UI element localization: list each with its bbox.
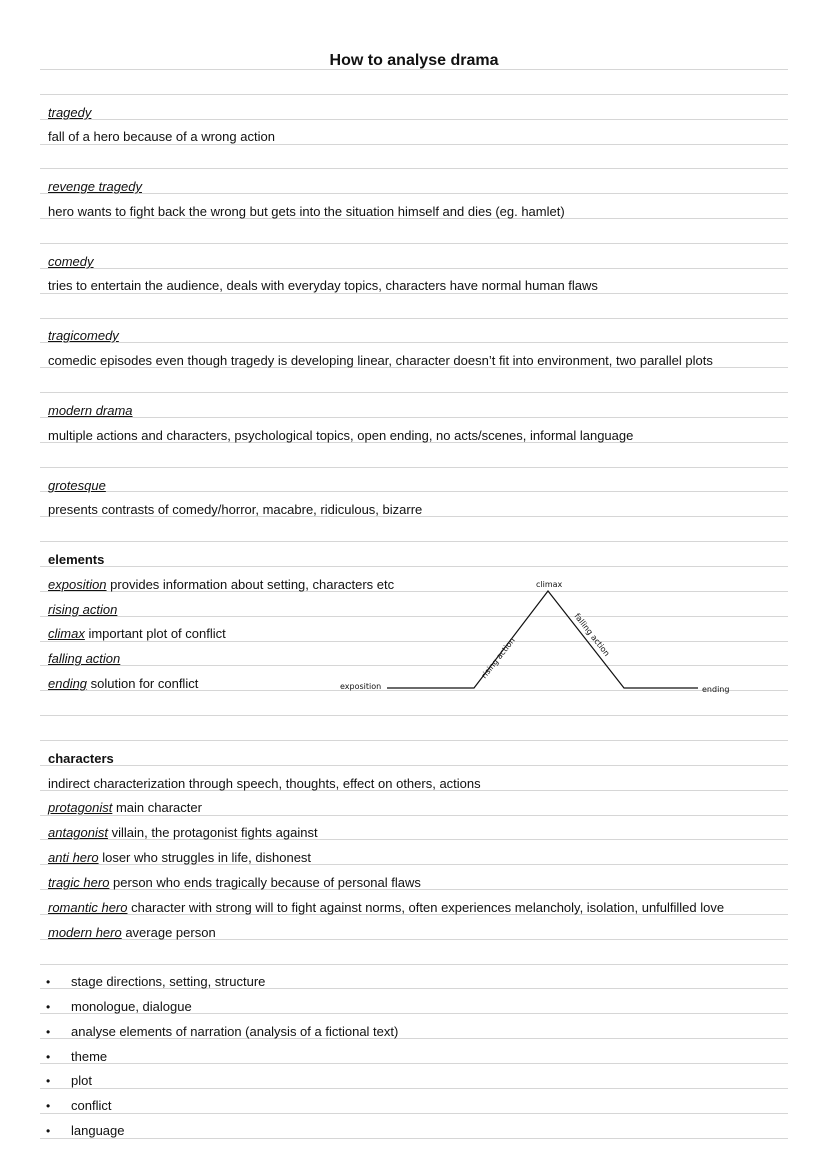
bullet-item: stage directions, setting, structure — [71, 974, 266, 989]
element-falling-action: falling action — [48, 651, 121, 666]
character-protagonist: protagonist main character — [48, 800, 202, 815]
definition-revenge-tragedy: hero wants to fight back the wrong but gets into the situation himself and dies (eg. hamlet) — [48, 204, 565, 219]
characters-intro: indirect characterization through speech, thoughts, effect on others, actions — [48, 776, 481, 791]
term-revenge-tragedy: revenge tragedy — [48, 179, 142, 194]
term-grotesque: grotesque — [48, 478, 106, 493]
character-tragic-hero: tragic hero person who ends tragically because of personal flaws — [48, 875, 421, 890]
definition-tragicomedy: comedic episodes even though tragedy is developing linear, character doesn’t fit into environment, two parallel plots — [48, 353, 713, 368]
term-tragicomedy: tragicomedy — [48, 328, 119, 343]
character-anti-hero: anti hero loser who struggles in life, dishonest — [48, 850, 312, 865]
bullet-icon: • — [46, 975, 51, 989]
bullet-item: language — [71, 1123, 125, 1138]
diagram-label-exposition: exposition — [340, 682, 382, 691]
element-rising-action: rising action — [48, 602, 118, 617]
diagram-label-falling-action: falling action — [572, 611, 612, 658]
bullet-icon: • — [46, 1050, 51, 1064]
term-comedy: comedy — [48, 254, 94, 269]
diagram-label-climax: climax — [536, 580, 563, 589]
page-title: How to analyse drama — [329, 52, 499, 69]
definition-tragedy: fall of a hero because of a wrong action — [48, 129, 275, 144]
diagram-label-ending: ending — [702, 685, 730, 694]
plot-line — [387, 591, 698, 688]
bullet-item: theme — [71, 1049, 108, 1064]
bullet-icon: • — [46, 1099, 51, 1113]
elements-heading: elements — [48, 552, 105, 567]
character-romantic-hero: romantic hero character with strong will to fight against norms, often experiences melancholy, isolation, unfulfilled love — [48, 900, 725, 915]
diagram-label-rising-action: rising action — [479, 635, 517, 681]
term-tragedy: tragedy — [48, 105, 92, 120]
element-ending: ending solution for conflict — [48, 676, 199, 691]
bullet-icon: • — [46, 1025, 51, 1039]
element-climax: climax important plot of conflict — [48, 626, 226, 641]
term-modern-drama: modern drama — [48, 403, 133, 418]
bullet-icon: • — [46, 1000, 51, 1014]
definition-modern-drama: multiple actions and characters, psychological topics, open ending, no acts/scenes, informal language — [48, 428, 634, 443]
definition-grotesque: presents contrasts of comedy/horror, macabre, ridiculous, bizarre — [48, 502, 423, 517]
bullet-icon: • — [46, 1124, 51, 1138]
bullet-item: conflict — [71, 1098, 112, 1113]
definition-comedy: tries to entertain the audience, deals with everyday topics, characters have normal human flaws — [48, 278, 598, 293]
bullet-item: analyse elements of narration (analysis of a fictional text) — [71, 1024, 399, 1039]
bullet-icon: • — [46, 1074, 51, 1088]
bullet-item: plot — [71, 1073, 92, 1088]
character-modern-hero: modern hero average person — [48, 925, 216, 940]
character-antagonist: antagonist villain, the protagonist fights against — [48, 825, 318, 840]
characters-heading: characters — [48, 751, 114, 766]
element-exposition: exposition provides information about setting, characters etc — [48, 577, 395, 592]
bullet-item: monologue, dialogue — [71, 999, 192, 1014]
